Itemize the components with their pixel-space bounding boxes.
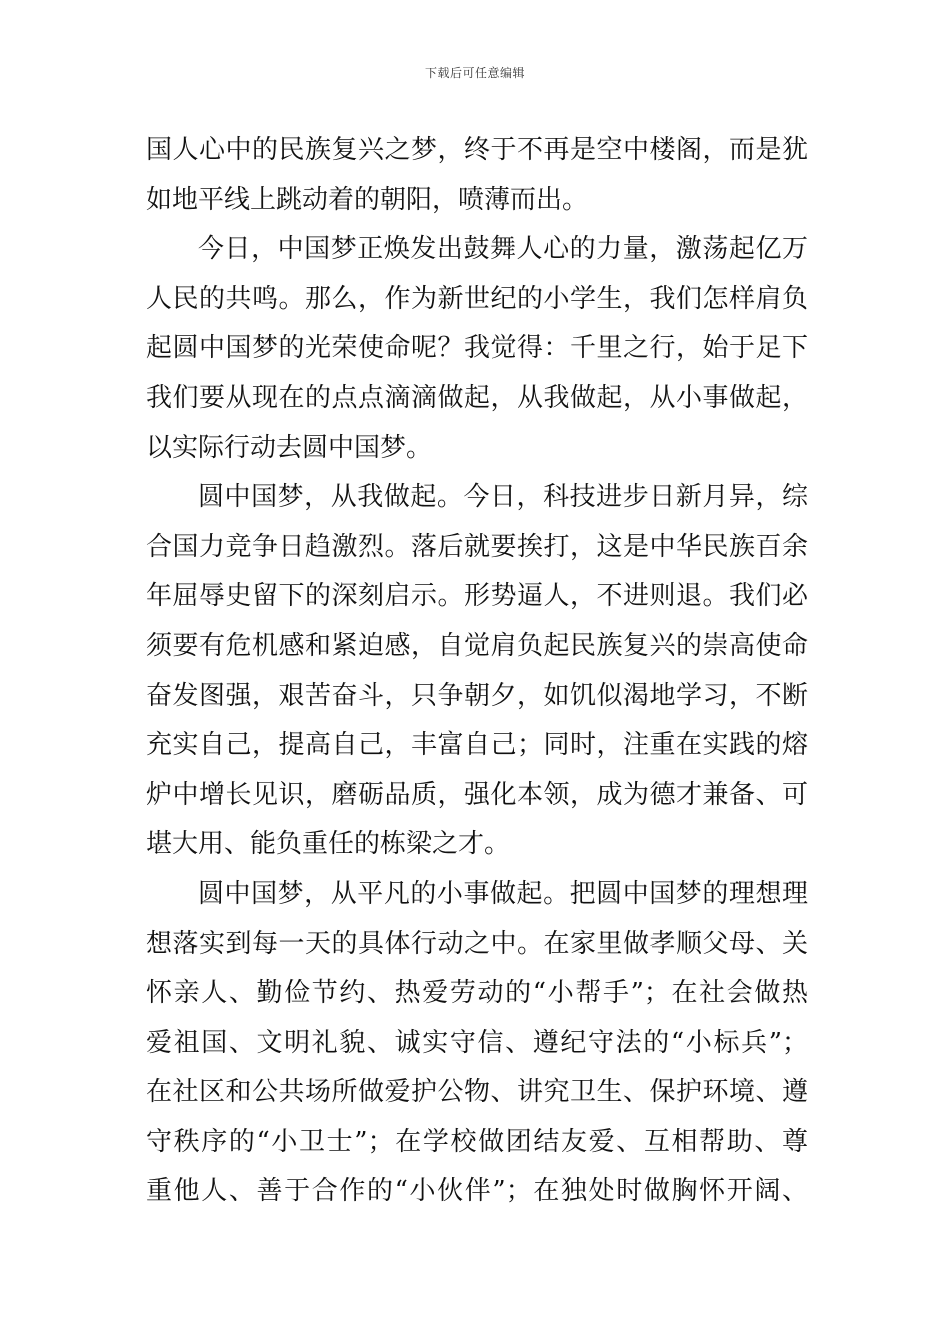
text-line: 以实际行动去圆中国梦。 (146, 432, 433, 463)
text-line: 堪大用、能负重任的栋梁之才。 (146, 829, 511, 860)
text-line: 今日，中国梦正焕发出鼓舞人心的力量，激荡起亿万 (198, 234, 808, 265)
text-line: 起圆中国梦的光荣使命呢？我觉得：千里之行，始于足下 (146, 333, 808, 364)
text-line: 合国力竞争日趋激烈。落后就要挨打，这是中华民族百余 (146, 531, 808, 562)
text-line: 国人心中的民族复兴之梦，终于不再是空中楼阁，而是犹 (146, 135, 808, 165)
text-line: 人民的共鸣。那么，作为新世纪的小学生，我们怎样肩负 (146, 283, 808, 314)
text-line: 想落实到每一天的具体行动之中。在家里做孝顺父母、关 (146, 928, 808, 959)
text-line: 我们要从现在的点点滴滴做起，从我做起，从小事做起， (146, 382, 808, 413)
text-line: 奋发图强，艰苦奋斗，只争朝夕，如饥似渴地学习，不断 (146, 680, 808, 711)
body-text (146, 126, 808, 1217)
text-line: 圆中国梦，从平凡的小事做起。把圆中国梦的理想理 (198, 878, 808, 909)
text-line: 须要有危机感和紧迫感，自觉肩负起民族复兴的崇高使命 (146, 630, 808, 661)
text-line: 年屈辱史留下的深刻启示。形势逼人，不进则退。我们必 (146, 581, 808, 612)
text-line: 炉中增长见识，磨砺品质，强化本领，成为德才兼备、可 (146, 779, 808, 810)
text-line: 重他人、善于合作的“小伙伴”；在独处时做胸怀开阔、 (146, 1176, 808, 1207)
text-line: 在社区和公共场所做爱护公物、讲究卫生、保护环境、遵 (146, 1077, 808, 1108)
text-line: 爱祖国、文明礼貌、诚实守信、遵纪守法的“小标兵”； (146, 1027, 808, 1058)
text-line: 守秩序的“小卫士”；在学校做团结友爱、互相帮助、尊 (146, 1126, 808, 1157)
page-header: 下载后可任意编辑 (424, 66, 525, 80)
text-line: 充实自己，提高自己，丰富自己；同时，注重在实践的熔 (146, 730, 808, 761)
text-line: 圆中国梦，从我做起。今日，科技进步日新月异，综 (198, 482, 808, 513)
text-line: 怀亲人、勤俭节约、热爱劳动的“小帮手”；在社会做热 (146, 978, 808, 1009)
text-line: 如地平线上跳动着的朝阳，喷薄而出。 (146, 184, 589, 215)
